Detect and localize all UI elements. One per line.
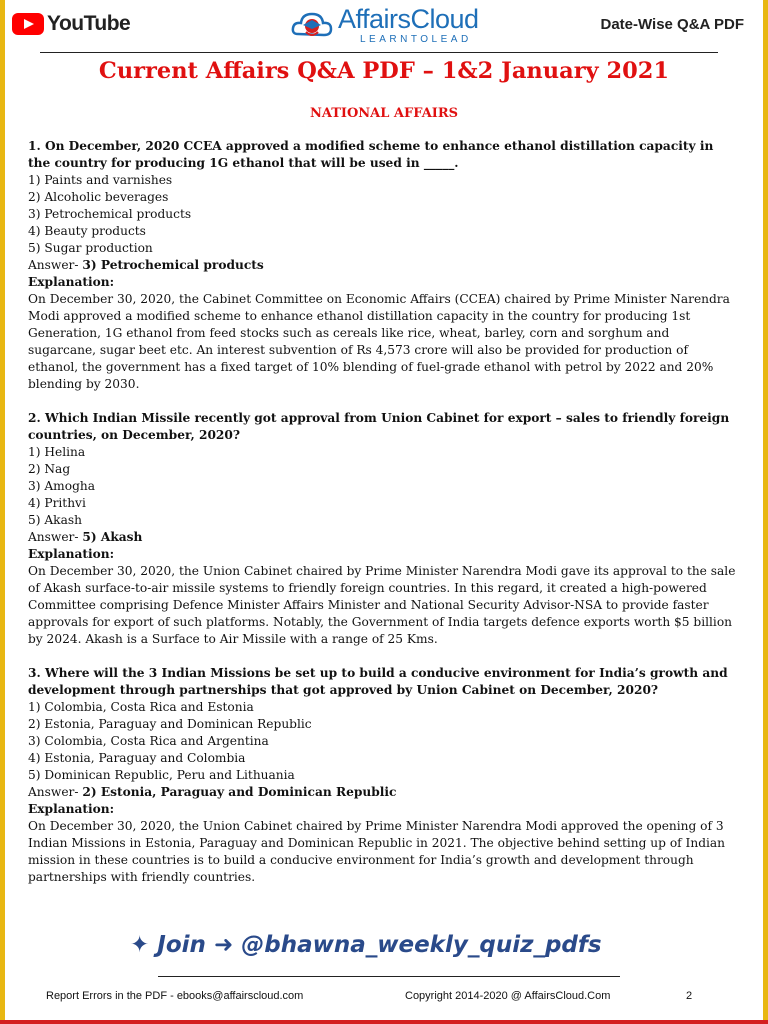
- bottom-edge-stripe: [0, 1020, 768, 1024]
- question-text: 1. On December, 2020 CCEA approved a modified scheme to enhance ethanol distillation capacity in the country for producing 1G ethanol that will be used in _____.: [28, 139, 714, 170]
- explanation-text: On December 30, 2020, the Union Cabinet chaired by Prime Minister Narendra Modi gave its approval to the sale of Akash surface-to-air missile systems to friendly foreign countries. In this regard, it created a high-powered Committee comprising Defence Minister Affairs Minister and National Security Advisor-NSA to provide faster approvals for export of such platforms. Notably, the Government of India targets defence exports worth $5 billion by 2024. Akash is a Surface to Air Missile with a range of 25 Kms.: [28, 564, 736, 646]
- questions-list: [28, 138, 738, 903]
- question-block: [28, 138, 738, 393]
- answer-value: 5) Akash: [82, 530, 143, 544]
- option: 4) Beauty products: [28, 224, 146, 238]
- youtube-label: YouTube: [47, 12, 131, 35]
- page-header: [0, 0, 768, 56]
- option: 5) Akash: [28, 513, 82, 527]
- option: 1) Helina: [28, 445, 86, 459]
- answer-prefix: Answer-: [28, 530, 83, 544]
- option: 4) Prithvi: [28, 496, 86, 510]
- option: 2) Alcoholic beverages: [28, 190, 169, 204]
- footer-copyright: Copyright 2014-2020 @ AffairsCloud.Com: [405, 990, 611, 1002]
- option: 2) Nag: [28, 462, 71, 476]
- header-doc-type: Date-Wise Q&A PDF: [600, 16, 744, 33]
- channel-handle[interactable]: @bhawna_weekly_quiz_pdfs: [241, 932, 602, 958]
- option: 1) Paints and varnishes: [28, 173, 173, 187]
- arrow-right-icon: ➜: [213, 932, 234, 958]
- option: 1) Colombia, Costa Rica and Estonia: [28, 700, 254, 714]
- answer-line: [28, 257, 738, 274]
- affairscloud-logo: [290, 4, 479, 48]
- explanation-label: Explanation:: [28, 547, 115, 561]
- question-block: [28, 665, 738, 886]
- question-text: 2. Which Indian Missile recently got approval from Union Cabinet for export – sales to friendly foreign countries, on December, 2020?: [28, 411, 730, 442]
- join-label: Join: [157, 932, 206, 958]
- header-divider: [40, 52, 718, 53]
- answer-value: 2) Estonia, Paraguay and Dominican Republic: [82, 785, 397, 799]
- section-heading: NATIONAL AFFAIRS: [309, 106, 459, 121]
- cloud-graduation-cap-icon: [290, 4, 334, 48]
- answer-prefix: Answer-: [28, 258, 83, 272]
- explanation-text: On December 30, 2020, the Cabinet Committee on Economic Affairs (CCEA) chaired by Prime Minister Narendra Modi approved a modified scheme to enhance ethanol distillation capacity in the country for producing 1st Generation, 1G ethanol from feed stocks such as cereals like rice, wheat, barley, corn and sorghum and sugarcane, sugar beet etc. An interest subvention of Rs 4,573 crore will also be provided for production of ethanol, the government has a fixed target of 10% blending of fuel-grade ethanol with petrol by 2022 and 20% blending by 2030.: [28, 292, 730, 391]
- youtube-play-icon: [12, 13, 44, 35]
- question-block: [28, 410, 738, 648]
- answer-value: 3) Petrochemical products: [82, 258, 264, 272]
- explanation-label: Explanation:: [28, 275, 115, 289]
- youtube-logo[interactable]: [12, 12, 130, 36]
- banner-divider: [158, 976, 620, 977]
- answer-prefix: Answer-: [28, 785, 83, 799]
- option: 4) Estonia, Paraguay and Colombia: [28, 751, 246, 765]
- option: 2) Estonia, Paraguay and Dominican Republic: [28, 717, 312, 731]
- page-title: Current Affairs Q&A PDF – 1&2 January 2021: [98, 58, 670, 84]
- option: 3) Petrochemical products: [28, 207, 192, 221]
- answer-line: [28, 529, 738, 546]
- option: 5) Sugar production: [28, 241, 153, 255]
- answer-line: [28, 784, 738, 801]
- right-edge-stripe: [763, 0, 768, 1024]
- footer-report-errors[interactable]: Report Errors in the PDF - ebooks@affairscloud.com: [46, 990, 304, 1002]
- left-edge-stripe: [0, 0, 5, 1024]
- sparkle-icon: ✦: [130, 932, 150, 958]
- explanation-label: Explanation:: [28, 802, 115, 816]
- option: 5) Dominican Republic, Peru and Lithuania: [28, 768, 295, 782]
- option: 3) Colombia, Costa Rica and Argentina: [28, 734, 269, 748]
- question-text: 3. Where will the 3 Indian Missions be set up to build a conducive environment for India’s growth and development through partnerships that got approved by Union Cabinet on December, 2020?: [28, 666, 728, 697]
- brand-tagline: LEARNTOLEAD: [360, 34, 472, 45]
- telegram-join-banner[interactable]: [130, 932, 602, 958]
- page-number: 2: [686, 990, 693, 1002]
- brand-name: AffairsCloud: [338, 4, 479, 34]
- explanation-text: On December 30, 2020, the Union Cabinet chaired by Prime Minister Narendra Modi approved the opening of 3 Indian Missions in Estonia, Paraguay and Dominican Republic in 2021. The objective behind setting up of Indian mission in these countries is to build a conducive environment for India’s growth and development through partnerships with friendly countries.: [28, 819, 726, 884]
- option: 3) Amogha: [28, 479, 95, 493]
